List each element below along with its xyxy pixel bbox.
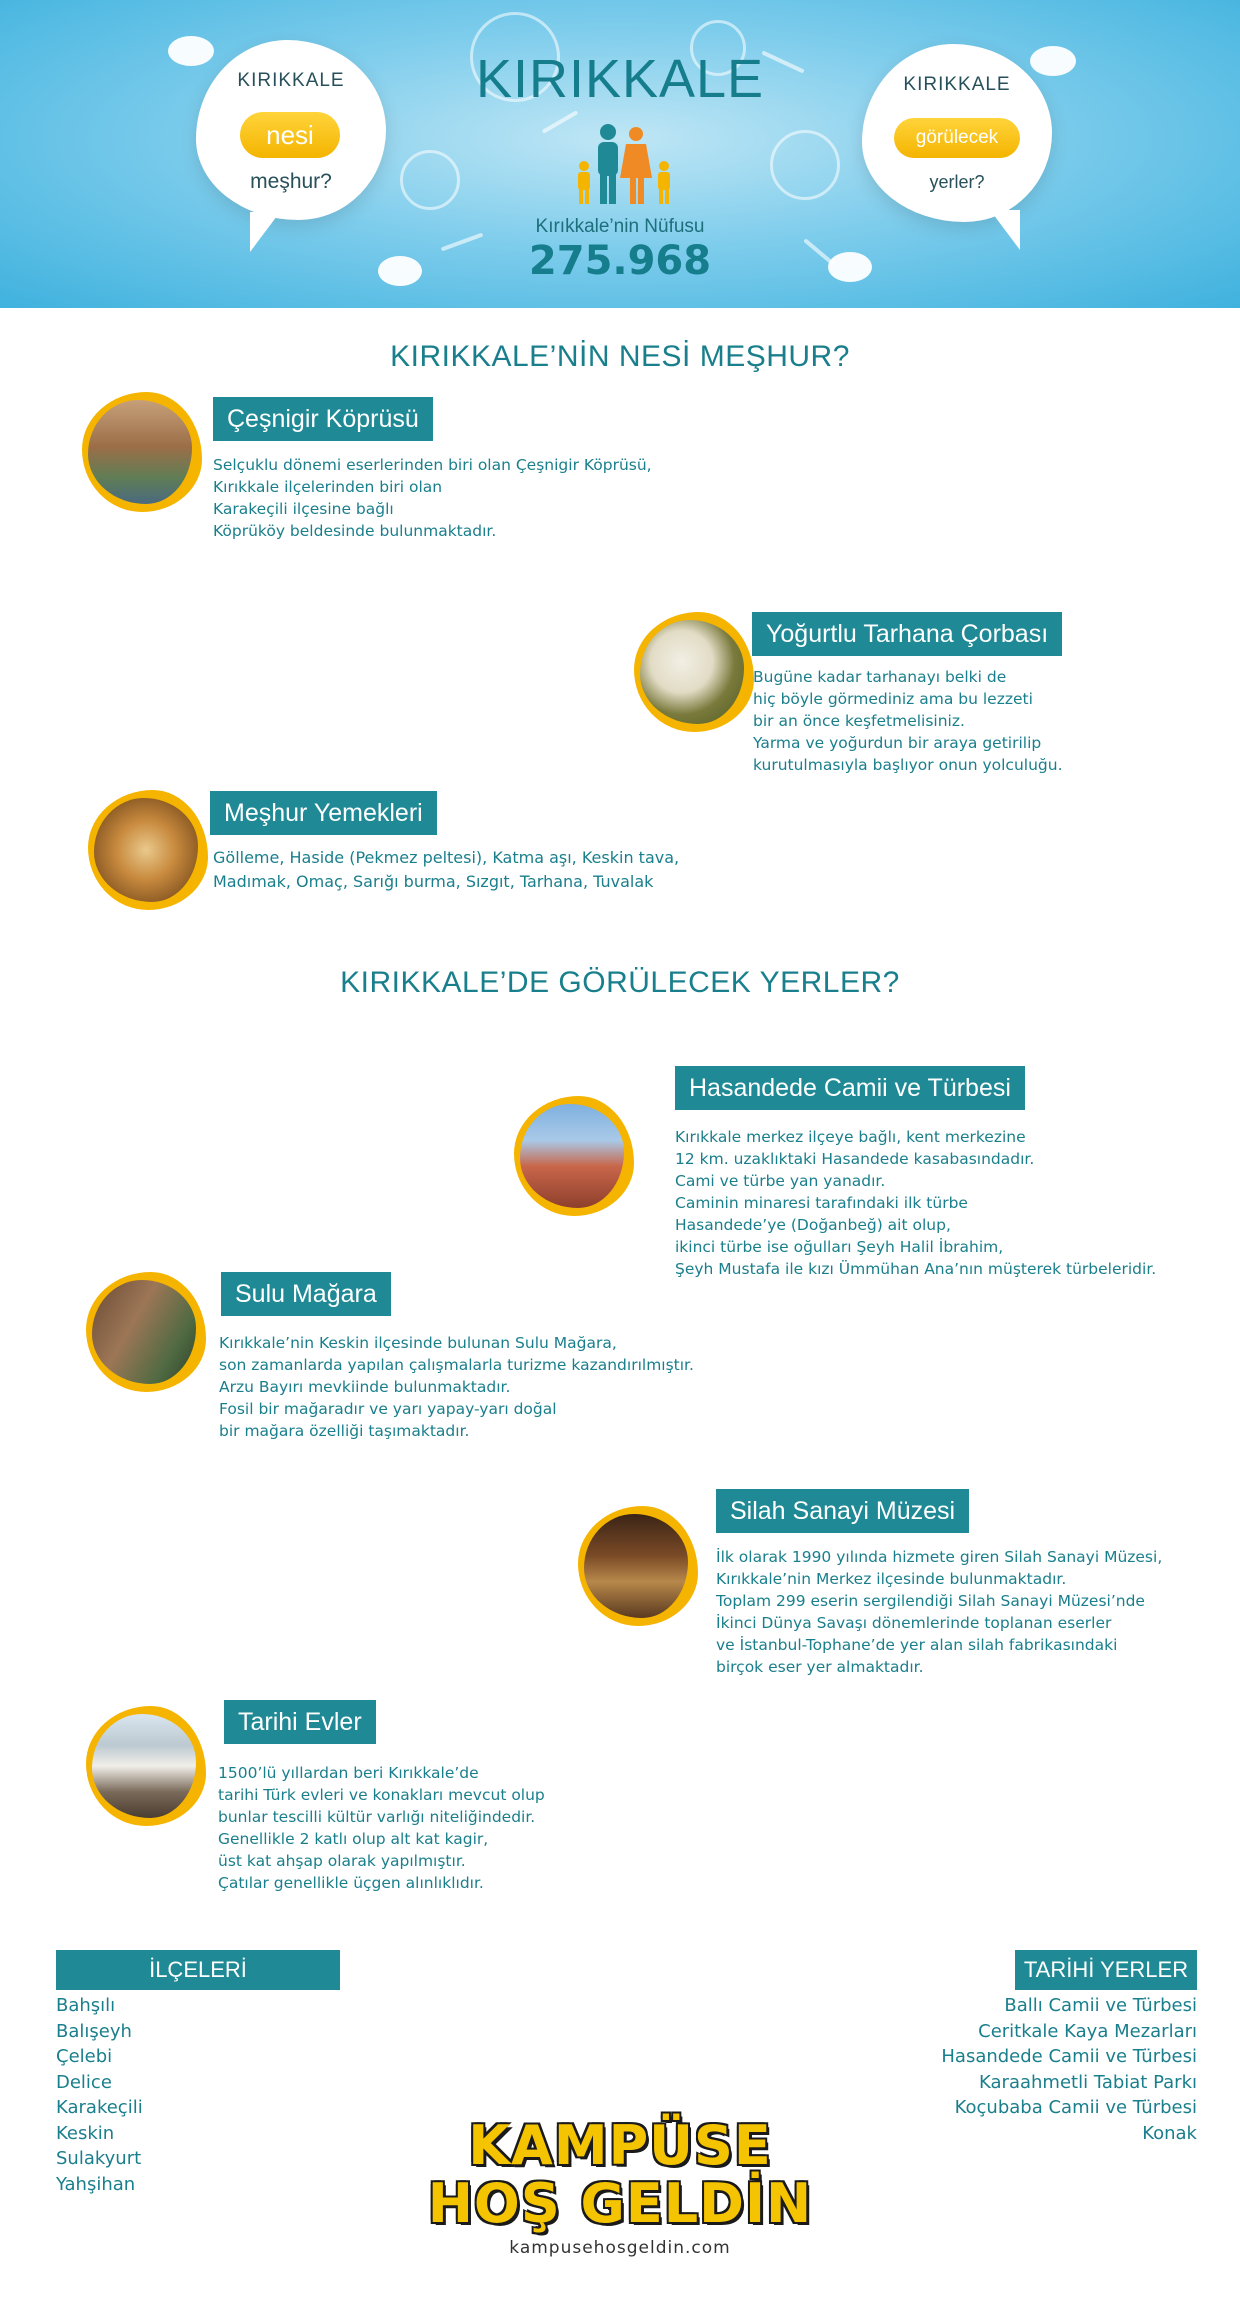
right-speech-bubble	[862, 44, 1052, 222]
left-bubble-top: KIRIKKALE	[237, 70, 345, 91]
logo-line-1: KAMPÜSE	[468, 2114, 772, 2177]
district-item: Bahşılı	[56, 1995, 116, 2016]
item-text-sulu-magara: Kırıkkale’nin Keskin ilçesinde bulunan Sulu Mağara, son zamanlarda yapılan çalışmalarla turizme kazandırılmıştır. Arzu Bayırı mevkiinde bulunmaktadır. Fosil bir mağaradır ve yarı yapay-yarı doğal bir mağara özelliği taşımaktadır.	[219, 1334, 694, 1440]
population-label: Kırıkkale’nin Nüfusu	[535, 216, 705, 237]
district-item: Sulakyurt	[56, 2148, 142, 2169]
item-title-tarhana: Yoğurtlu Tarhana Çorbası	[752, 612, 1062, 656]
houses-photo-icon	[80, 1700, 210, 1830]
district-item: Balışeyh	[56, 2020, 132, 2042]
right-bubble-tail	[990, 210, 1020, 250]
soup-image	[640, 620, 744, 724]
museum-image	[584, 1514, 688, 1618]
bridge-photo-icon	[76, 386, 206, 516]
cloud-icon	[378, 256, 422, 286]
item-title-sulu-magara: Sulu Mağara	[221, 1272, 391, 1316]
places-section-title: KIRIKKALE’DE GÖRÜLECEK YERLER?	[340, 966, 900, 999]
famous-section-title: KIRIKKALE’NİN NESİ MEŞHUR?	[390, 340, 850, 373]
district-item: Çelebi	[56, 2046, 113, 2067]
historic-item: Ceritkale Kaya Mezarları	[978, 2020, 1197, 2042]
mosque-image	[520, 1104, 624, 1208]
item-text-hasandede: Kırıkkale merkez ilçeye bağlı, kent merkezine 12 km. uzaklıktaki Hasandede kasabasındadır. Cami ve türbe yan yanadır. Caminin minaresi tarafındaki ilk türbe Hasandede’ye (Doğanbeğ) ait olup, ikinci türbe ise oğulları Şeyh Halil İbrahim, Şeyh Mustafa ile kızı Ümmühan Ana’nın müşterek türbeleridir.	[675, 1128, 1157, 1278]
right-bubble-bottom: yerler?	[929, 172, 985, 192]
mosque-photo-icon	[508, 1090, 638, 1220]
food-image	[94, 798, 198, 902]
item-text-tarihi-evler: 1500’lü yıllardan beri Kırıkkale’de tarihi Türk evleri ve konakları mevcut olup bunlar tescilli kültür varlığı niteliğindedir. Genellikle 2 katlı olup alt kat kagir, üst kat ahşap olarak yapılmıştır. Çatılar genellikle üçgen alınlıklıdır.	[218, 1764, 545, 1892]
cave-photo-icon	[80, 1266, 210, 1396]
historic-item: Koçubaba Camii ve Türbesi	[954, 2097, 1197, 2118]
houses-image	[92, 1714, 196, 1818]
item-title-yemekler: Meşhur Yemekleri	[210, 791, 437, 835]
food-photo-icon	[82, 784, 212, 914]
family-icon	[570, 122, 680, 208]
district-item: Keskin	[56, 2122, 115, 2144]
item-title-silah-muzesi: Silah Sanayi Müzesi	[716, 1489, 969, 1533]
deco-circle	[400, 150, 460, 210]
left-bubble-highlight: nesi	[240, 112, 340, 158]
item-title-tarihi-evler: Tarihi Evler	[224, 1700, 376, 1744]
cloud-icon	[828, 252, 872, 282]
cloud-icon	[1030, 46, 1076, 76]
page-title: KIRIKKALE	[475, 49, 765, 109]
right-bubble-top: KIRIKKALE	[903, 74, 1011, 95]
district-item: Karakeçili	[56, 2097, 143, 2118]
logo-url: kampusehosgeldin.com	[509, 2238, 731, 2258]
right-bubble-highlight: görülecek	[894, 118, 1020, 158]
left-bubble-tail	[250, 212, 280, 252]
bridge-image	[88, 400, 192, 504]
historic-item: Hasandede Camii ve Türbesi	[941, 2046, 1197, 2067]
item-text-tarhana: Bugüne kadar tarhanayı belki de hiç böyle görmediniz ama bu lezzeti bir an önce keşfetmelisiniz. Yarma ve yoğurdun bir araya getirilip kurutulmasıyla başlıyor onun yolculuğu.	[753, 668, 1063, 774]
header-banner	[0, 0, 1240, 308]
historic-item: Ballı Camii ve Türbesi	[1004, 1995, 1197, 2016]
cloud-icon	[168, 36, 214, 66]
logo-line-2: HOŞ GELDİN	[427, 2172, 813, 2235]
population-value: 275.968	[528, 238, 712, 284]
item-text-silah-muzesi: İlk olarak 1990 yılında hizmete giren Silah Sanayi Müzesi, Kırıkkale’nin Merkez ilçesinde bulunmaktadır. Toplam 299 eserin sergilendiği Silah Sanayi Müzesi’nde İkinci Dünya Savaşı dönemlerinde toplanan eserler ve İstanbul-Tophane’de yer alan silah fabrikasındaki birçok eser yer almaktadır.	[716, 1548, 1163, 1676]
historic-heading: TARİHİ YERLER	[1015, 1950, 1197, 1990]
historic-list	[880, 1993, 1197, 2146]
left-bubble-bottom: meşhur?	[250, 170, 332, 193]
item-text-cesnigir: Selçuklu dönemi eserlerinden biri olan Çeşnigir Köprüsü, Kırıkkale ilçelerinden biri olan Karakeçili ilçesine bağlı Köprüköy beldesinde bulunmaktadır.	[213, 456, 652, 540]
historic-item: Konak	[1142, 2122, 1197, 2144]
deco-circle	[770, 130, 840, 200]
museum-photo-icon	[572, 1500, 702, 1630]
item-text-yemekler: Gölleme, Haside (Pekmez peltesi), Katma aşı, Keskin tava, Madımak, Omaç, Sarığı burma, Sızgıt, Tarhana, Tuvalak	[213, 848, 680, 891]
district-item: Yahşihan	[56, 2173, 136, 2195]
item-title-hasandede: Hasandede Camii ve Türbesi	[675, 1066, 1025, 1110]
districts-list	[56, 1993, 356, 2197]
cave-image	[92, 1280, 196, 1384]
brand-logo	[400, 2100, 840, 2270]
district-item: Delice	[56, 2071, 112, 2093]
historic-item: Karaahmetli Tabiat Parkı	[979, 2071, 1197, 2093]
item-title-cesnigir: Çeşnigir Köprüsü	[213, 397, 433, 441]
districts-heading: İLÇELERİ	[56, 1950, 340, 1990]
left-speech-bubble	[196, 40, 386, 220]
soup-photo-icon	[628, 606, 758, 736]
